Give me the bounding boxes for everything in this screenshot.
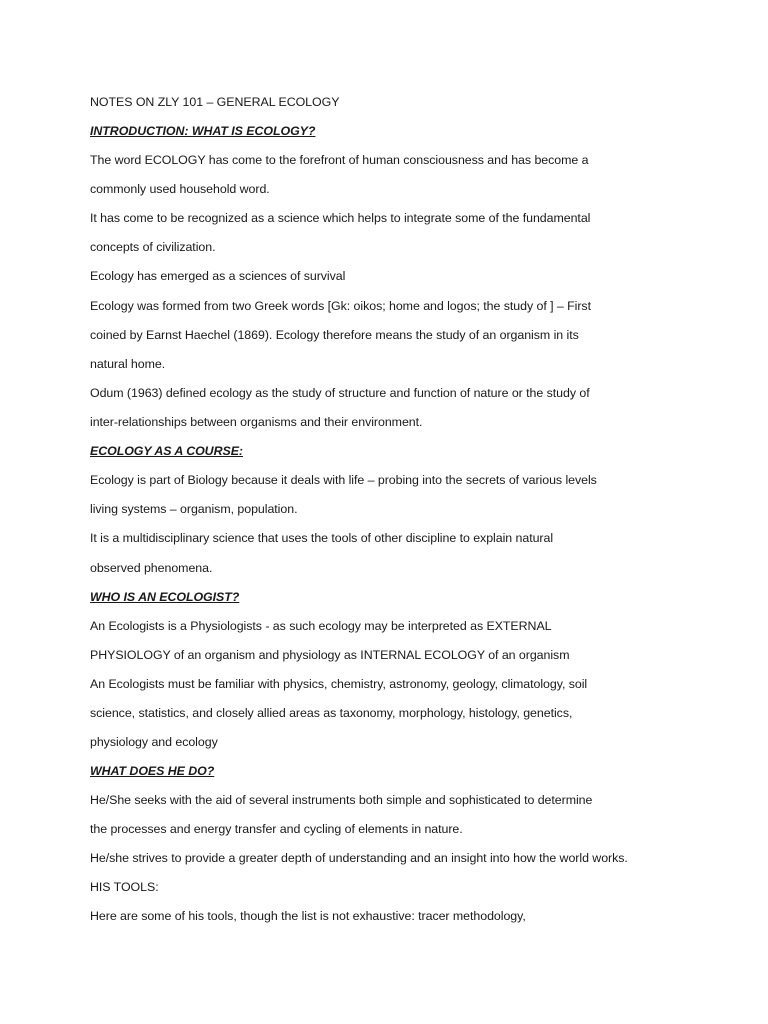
section-heading-course: ECOLOGY AS A COURSE: xyxy=(90,444,243,458)
paragraph-line: An Ecologists must be familiar with physics, chemistry, astronomy, geology, climatology, soil xyxy=(90,677,588,691)
paragraph-line: the processes and energy transfer and cycling of elements in nature. xyxy=(90,822,463,836)
paragraph-line: inter-relationships between organisms and their environment. xyxy=(90,415,423,429)
paragraph-line: science, statistics, and closely allied areas as taxonomy, morphology, histology, genetics, xyxy=(90,706,573,720)
paragraph-line: He/She seeks with the aid of several instruments both simple and sophisticated to determine xyxy=(90,793,593,807)
paragraph-line: physiology and ecology xyxy=(90,735,218,749)
section-heading-introduction: INTRODUCTION: WHAT IS ECOLOGY? xyxy=(90,124,316,138)
paragraph-line: Odum (1963) defined ecology as the study of structure and function of nature or the study of xyxy=(90,386,590,400)
paragraph-line: Ecology is part of Biology because it deals with life – probing into the secrets of various levels xyxy=(90,473,597,487)
paragraph-line: The word ECOLOGY has come to the forefront of human consciousness and has become a xyxy=(90,153,589,167)
paragraph-line: HIS TOOLS: xyxy=(90,880,159,894)
paragraph-line: An Ecologists is a Physiologists - as such ecology may be interpreted as EXTERNAL xyxy=(90,619,552,633)
paragraph-line: He/she strives to provide a greater depth of understanding and an insight into how the world works. xyxy=(90,851,628,865)
paragraph-line: It has come to be recognized as a science which helps to integrate some of the fundamental xyxy=(90,211,591,225)
paragraph-line: It is a multidisciplinary science that uses the tools of other discipline to explain natural xyxy=(90,531,554,545)
document-title: NOTES ON ZLY 101 – GENERAL ECOLOGY xyxy=(90,95,340,109)
paragraph-line: Ecology has emerged as a sciences of survival xyxy=(90,269,346,283)
section-heading-what-does-he-do: WHAT DOES HE DO? xyxy=(90,764,215,778)
paragraph-line: coined by Earnst Haechel (1869). Ecology therefore means the study of an organism in its xyxy=(90,328,579,342)
paragraph-line: concepts of civilization. xyxy=(90,240,216,254)
paragraph-line: commonly used household word. xyxy=(90,182,270,196)
paragraph-line: observed phenomena. xyxy=(90,561,213,575)
paragraph-line: PHYSIOLOGY of an organism and physiology as INTERNAL ECOLOGY of an organism xyxy=(90,648,570,662)
paragraph-line: living systems – organism, population. xyxy=(90,502,298,516)
paragraph-line: Ecology was formed from two Greek words [Gk: oikos; home and logos; the study of ] – First xyxy=(90,299,591,313)
paragraph-line: natural home. xyxy=(90,357,166,371)
paragraph-line: Here are some of his tools, though the list is not exhaustive: tracer methodology, xyxy=(90,909,526,923)
section-heading-ecologist: WHO IS AN ECOLOGIST? xyxy=(90,590,240,604)
